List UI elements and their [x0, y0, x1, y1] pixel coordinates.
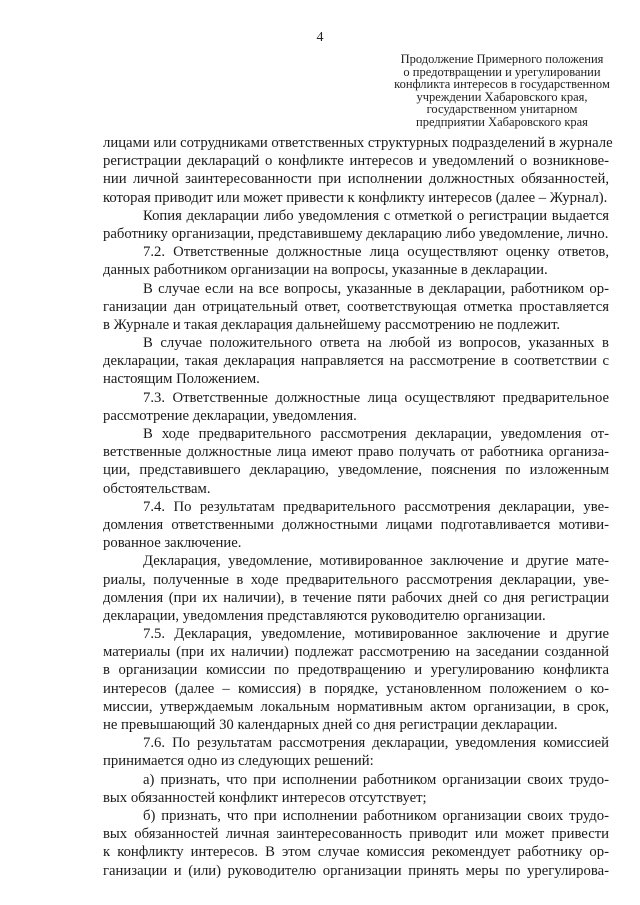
body-line: риалы, полученные в ходе предварительного рассмотрения декларации, уве- — [103, 571, 609, 588]
body-line: Декларация, уведомление, мотивированное заключение и другие мате- — [143, 553, 609, 570]
body-line: ганизации дан отрицательный ответ, соответствующая отметка проставляется — [103, 298, 609, 315]
body-line: лицами или сотрудниками ответственных структурных подразделений в журнале — [103, 135, 613, 151]
body-line: принимается одно из следующих решений: — [103, 753, 374, 770]
body-line: вых обязанностей конфликт интересов отсутствует; — [103, 789, 427, 806]
body-line: ганизации и (или) руководителю организации принять меры по урегулирова- — [103, 862, 609, 879]
body-line: материалы (при их наличии) подлежат рассмотрению на заседании созданной — [103, 644, 609, 661]
body-line: В случае если на все вопросы, указанные в декларации, работником ор- — [143, 280, 609, 297]
body-line: рованное заключение. — [103, 535, 242, 552]
body-line: миссии, утверждаемым локальным нормативным актом организации, в срок, — [103, 698, 609, 715]
body-line: а) признать, что при исполнении работником организации своих трудо- — [143, 771, 609, 788]
body-line: настоящим Положением. — [103, 371, 260, 388]
body-line: В случае положительного ответа на любой из вопросов, указанных в — [143, 335, 609, 352]
running-header — [370, 53, 634, 129]
body-line: 7.2. Ответственные должностные лица осуществляют оценку ответов, — [143, 244, 609, 261]
body-line: б) признать, что при исполнении работником организации своих трудо- — [143, 807, 609, 824]
body-line: обстоятельствам. — [103, 480, 211, 497]
body-line: домления (при их наличии), в течение пяти рабочих дней со дня регистрации — [103, 589, 609, 606]
header-line: конфликта интересов в государственном — [394, 77, 610, 92]
page-number: 4 — [316, 30, 324, 45]
body-line: В ходе предварительного рассмотрения декларации, уведомления от- — [143, 426, 609, 442]
body-line: домления ответственными должностными лицами подготавливается мотиви- — [103, 516, 609, 533]
body-text — [103, 134, 613, 880]
header-line: предприятии Хабаровского края — [416, 114, 588, 129]
body-line: к конфликту интересов. В этом случае комиссия рекомендует работнику ор- — [103, 844, 609, 861]
body-line: которая приводит или может привести к конфликту интересов (далее – Журнал). — [103, 189, 608, 206]
body-line: данных работником организации на вопросы, указанные в декларации. — [103, 262, 548, 279]
body-line: интересов (далее – комиссия) в порядке, установленном положением о ко- — [103, 680, 609, 697]
body-line: вых обязанностей личная заинтересованность приводит или может привести — [103, 826, 609, 843]
body-line: работнику организации, представившему декларацию либо уведомление, лично. — [103, 225, 609, 242]
body-line: ветственные должностные лица имеют право получать от работника организа- — [103, 444, 609, 461]
body-line: рассмотрение декларации, уведомления. — [103, 407, 357, 424]
body-line: 7.6. По результатам рассмотрения декларации, уведомления комиссией — [143, 735, 609, 752]
body-line: декларации, такая декларация направляется на рассмотрение в соответствии с — [103, 353, 609, 370]
body-line: 7.5. Декларация, уведомление, мотивированное заключение и другие — [143, 626, 609, 643]
header-line: о предотвращении и урегулировании — [403, 64, 601, 79]
body-line: Копия декларации либо уведомления с отметкой о регистрации выдается — [143, 207, 609, 224]
body-line: в Журнале и такая декларация дальнейшему рассмотрению не подлежит. — [103, 316, 561, 333]
body-line: декларации, уведомления представляются руководителю организации. — [103, 607, 546, 624]
body-line: регистрации деклараций о конфликте интересов и уведомлений о возникнове- — [103, 153, 609, 170]
header-line: учреждении Хабаровского края, — [416, 89, 588, 104]
body-line: нии личной заинтересованности при исполнении должностных обязанностей, — [103, 171, 609, 188]
body-line: ции, представившего декларацию, уведомление, пояснения по изложенным — [103, 462, 609, 479]
body-line: 7.3. Ответственные должностные лица осуществляют предварительное — [143, 389, 609, 406]
body-line: не превышающий 30 календарных дней со дня регистрации декларации. — [103, 717, 558, 733]
body-line: 7.4. По результатам предварительного рассмотрения декларации, уве- — [143, 498, 609, 515]
body-line: в организации комиссии по предотвращению и урегулированию конфликта — [103, 662, 609, 679]
header-line: государственном унитарном — [426, 102, 578, 117]
header-line: Продолжение Примерного положения — [400, 52, 604, 66]
